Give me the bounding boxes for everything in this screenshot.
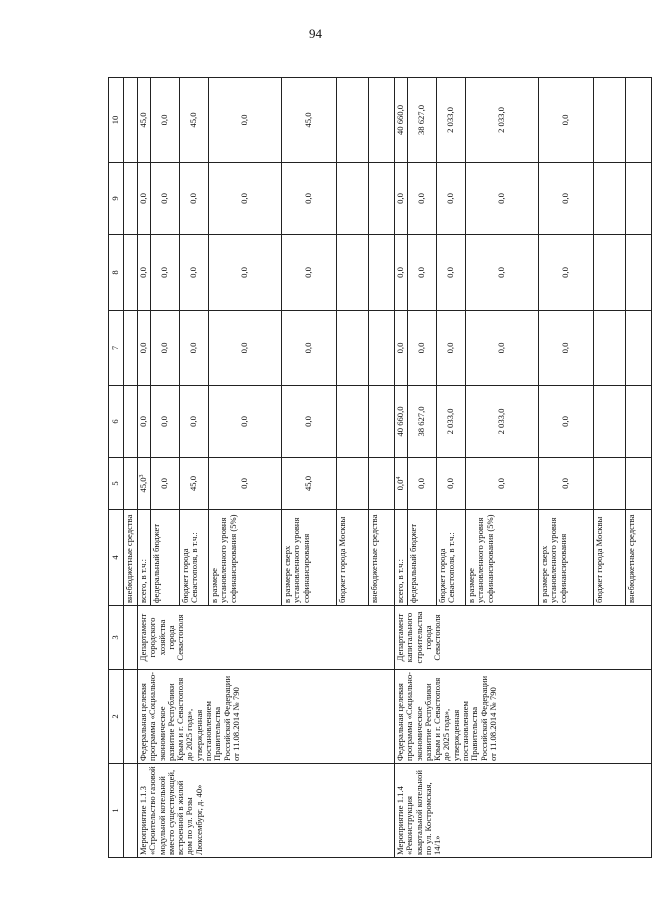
funding-source-cell: внебюджетные средства <box>124 510 138 606</box>
amount-cell-c5: 0,0 <box>408 458 437 510</box>
funding-source-cell: бюджет города Москвы <box>337 510 369 606</box>
amount-cell-c6: 0,0 <box>138 386 151 458</box>
funding-table <box>108 77 652 858</box>
amount-cell-c5 <box>594 458 626 510</box>
footnote-mark: 4 <box>396 476 403 480</box>
amount-cell-c7: 0,0 <box>408 311 437 386</box>
amount-cell-c7: 0,0 <box>282 311 337 386</box>
amount-cell-c9 <box>626 163 652 235</box>
header-cell: 1 <box>109 764 124 858</box>
amount-cell-c10: 45,0 <box>180 78 209 163</box>
header-cell: 2 <box>109 670 124 764</box>
amount-cell-c8: 0,0 <box>466 235 539 311</box>
amount-cell-c10: 2 033,0 <box>466 78 539 163</box>
funding-source-cell: внебюджетные средства <box>626 510 652 606</box>
amount-cell-c9: 0,0 <box>180 163 209 235</box>
amount-cell-c8 <box>337 235 369 311</box>
amount-cell-c8: 0,0 <box>282 235 337 311</box>
amount-cell-c6: 0,0 <box>539 386 594 458</box>
amount-cell-c10 <box>337 78 369 163</box>
amount-cell-c7: 0,0 <box>539 311 594 386</box>
table-cell <box>124 670 138 764</box>
event-name-cell: Мероприятие 1.1.4 «Реконструкция квартальной котельной по ул. Костромская, 14/1» <box>395 764 652 858</box>
funding-source-cell: в размере сверх установленного уровня софинансирования <box>539 510 594 606</box>
amount-cell-c8 <box>594 235 626 311</box>
amount-cell-c9: 0,0 <box>466 163 539 235</box>
funding-source-cell: бюджет города Севастополя, в т.ч.: <box>437 510 466 606</box>
amount-cell-c7: 0,0 <box>437 311 466 386</box>
amount-cell-c6: 0,0 <box>180 386 209 458</box>
amount-cell-c5 <box>337 458 369 510</box>
amount-cell-c8: 0,0 <box>151 235 180 311</box>
header-cell: 7 <box>109 311 124 386</box>
amount-cell-c7: 0,0 <box>138 311 151 386</box>
table-cell <box>124 386 138 458</box>
header-cell: 5 <box>109 458 124 510</box>
amount-cell-c9 <box>369 163 395 235</box>
amount-cell-c10: 0,0 <box>209 78 282 163</box>
amount-cell-c8: 0,0 <box>395 235 408 311</box>
executor-cell: Департамент городского хозяйства города Севастополя <box>138 606 395 670</box>
amount-cell-c7 <box>337 311 369 386</box>
funding-source-cell: в размере сверх установленного уровня софинансирования <box>282 510 337 606</box>
program-cell: Федеральная целевая программа «Социально-экономическое развитие Республики Крым и г. Севастополя до 2025 года», утвержденная постановлением Правительства Российской Федерации от 11.08.2014 № 790 <box>395 670 652 764</box>
amount-cell-c10: 2 033,0 <box>437 78 466 163</box>
table-cell <box>124 78 138 163</box>
amount-cell-c6: 2 033,0 <box>466 386 539 458</box>
amount-cell-c6 <box>369 386 395 458</box>
header-cell: 4 <box>109 510 124 606</box>
table-row <box>395 78 408 858</box>
funding-source-cell: бюджет города Москвы <box>594 510 626 606</box>
amount-cell-c6: 0,0 <box>209 386 282 458</box>
page-number: 94 <box>309 26 322 41</box>
amount-cell-c8: 0,0 <box>408 235 437 311</box>
program-cell: Федеральная целевая программа «Социально-экономическое развитие Республики Крым и г. Севастополя до 2025 года», утвержденная постановлением Правительства Российской Федерации от 11.08.2014 № 790 <box>138 670 395 764</box>
amount-cell-c7: 0,0 <box>209 311 282 386</box>
amount-cell-c6: 0,0 <box>151 386 180 458</box>
amount-cell-c6: 0,0 <box>282 386 337 458</box>
amount-cell-c6: 2 033,0 <box>437 386 466 458</box>
amount-cell-c8: 0,0 <box>539 235 594 311</box>
table-cell <box>124 163 138 235</box>
amount-cell-c8: 0,0 <box>138 235 151 311</box>
amount-cell-c10: 0,0 <box>539 78 594 163</box>
amount-cell-c10 <box>626 78 652 163</box>
amount-cell-c7 <box>594 311 626 386</box>
executor-cell: Департамент капитального строительства города Севастополя <box>395 606 652 670</box>
amount-cell-c7 <box>369 311 395 386</box>
amount-cell-c5: 0,0 <box>539 458 594 510</box>
table-row <box>138 78 151 858</box>
funding-source-cell: федеральный бюджет <box>408 510 437 606</box>
funding-source-cell: в размере установленного уровня софинансирования (5%) <box>209 510 282 606</box>
funding-source-cell: бюджет города Севастополя, в т.ч.: <box>180 510 209 606</box>
header-cell: 9 <box>109 163 124 235</box>
amount-cell-c10 <box>369 78 395 163</box>
table-cell <box>124 606 138 670</box>
amount-cell-c8 <box>369 235 395 311</box>
header-cell: 10 <box>109 78 124 163</box>
funding-source-cell: всего, в т.ч.: <box>395 510 408 606</box>
amount-value: 45,0 <box>138 477 149 493</box>
amount-cell-c5: 0,0 <box>151 458 180 510</box>
amount-cell-c5: 0,0 <box>437 458 466 510</box>
amount-cell-c6 <box>337 386 369 458</box>
event-name-cell: Мероприятие 1.1.3 «Строительство газовой модульной котельной вместо существующей, встроенной в жилой дом по ул. Розы Люксембург, д. 40» <box>138 764 395 858</box>
header-cell: 6 <box>109 386 124 458</box>
footnote-mark: 3 <box>139 474 146 478</box>
amount-cell-c9 <box>337 163 369 235</box>
header-row <box>109 78 124 858</box>
funding-source-cell: всего, в т.ч.: <box>138 510 151 606</box>
table-cell <box>124 311 138 386</box>
header-cell: 8 <box>109 235 124 311</box>
amount-cell-c9: 0,0 <box>395 163 408 235</box>
amount-cell-c6: 40 660,0 <box>395 386 408 458</box>
rotated-table-container <box>108 78 636 858</box>
amount-cell-c10 <box>594 78 626 163</box>
amount-cell-c6 <box>594 386 626 458</box>
amount-cell-c5: 45,0 <box>282 458 337 510</box>
amount-cell-c6: 38 627,0 <box>408 386 437 458</box>
amount-cell-c9: 0,0 <box>437 163 466 235</box>
amount-cell-c8: 0,0 <box>209 235 282 311</box>
funding-source-cell: федеральный бюджет <box>151 510 180 606</box>
table-cell <box>124 764 138 858</box>
amount-cell-c10: 38 627,0 <box>408 78 437 163</box>
amount-cell-c10: 45,0 <box>138 78 151 163</box>
amount-cell-c5 <box>626 458 652 510</box>
amount-cell-c8 <box>626 235 652 311</box>
amount-cell-c9: 0,0 <box>282 163 337 235</box>
header-cell: 3 <box>109 606 124 670</box>
amount-cell-c7 <box>626 311 652 386</box>
amount-cell-c5 <box>369 458 395 510</box>
table-cell <box>124 458 138 510</box>
amount-cell-c7: 0,0 <box>466 311 539 386</box>
amount-cell-c10: 45,0 <box>282 78 337 163</box>
amount-cell-c9: 0,0 <box>209 163 282 235</box>
amount-cell-c7: 0,0 <box>151 311 180 386</box>
table-cell <box>124 235 138 311</box>
amount-cell-c5 <box>395 458 408 510</box>
amount-cell-c10: 40 660,0 <box>395 78 408 163</box>
amount-value: 0,0 <box>395 479 406 491</box>
amount-cell-c7: 0,0 <box>180 311 209 386</box>
amount-cell-c8: 0,0 <box>180 235 209 311</box>
amount-cell-c8: 0,0 <box>437 235 466 311</box>
amount-cell-c9: 0,0 <box>151 163 180 235</box>
amount-cell-c5: 0,0 <box>209 458 282 510</box>
amount-cell-c10: 0,0 <box>151 78 180 163</box>
amount-cell-c7: 0,0 <box>395 311 408 386</box>
amount-cell-c5 <box>138 458 151 510</box>
funding-source-cell: внебюджетные средства <box>369 510 395 606</box>
amount-cell-c5: 0,0 <box>466 458 539 510</box>
amount-cell-c9: 0,0 <box>138 163 151 235</box>
amount-cell-c6 <box>626 386 652 458</box>
amount-cell-c9 <box>594 163 626 235</box>
amount-cell-c9: 0,0 <box>539 163 594 235</box>
continuation-row <box>124 78 138 858</box>
amount-cell-c5: 45,0 <box>180 458 209 510</box>
funding-source-cell: в размере установленного уровня софинансирования (5%) <box>466 510 539 606</box>
amount-cell-c9: 0,0 <box>408 163 437 235</box>
